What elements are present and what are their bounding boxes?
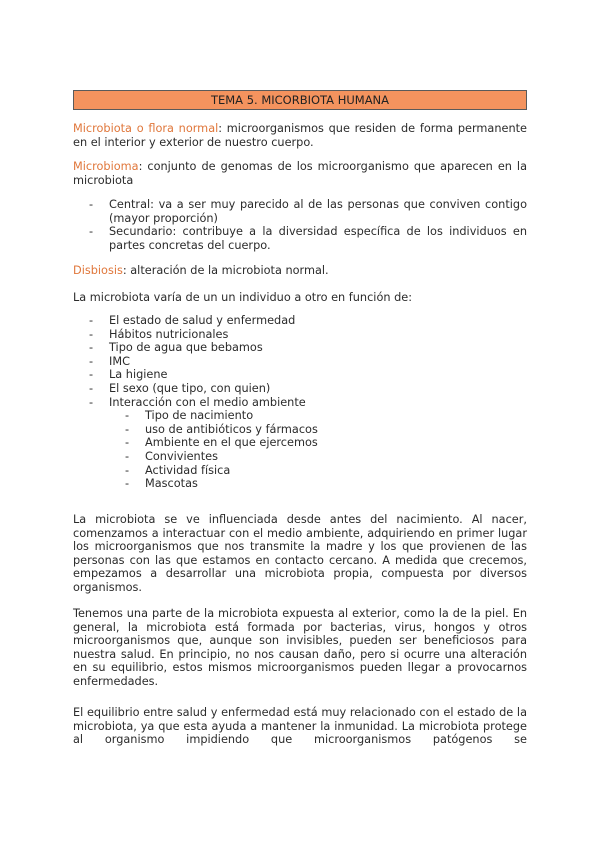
paragraph-exposure: Tenemos una parte de la microbiota expuesta al exterior, como la de la piel. En general, la microbiota está formada por bacterias, virus, hongos y otros microorganismos que, aunque son invisibles, pueden ser beneficiosos para nuestra salud. En principio, no nos causan daño, pero si ocurre una alteración en su equilibrio, estos mismos microorganismos pueden llegar a provocarnos enfermedades. — [73, 607, 527, 688]
list-item: - La higiene — [73, 368, 527, 382]
sublist-item: - Convivientes — [73, 450, 527, 464]
sublist-item: - Mascotas — [73, 477, 527, 491]
factors-list — [73, 314, 527, 491]
definition-microbiota — [73, 122, 527, 149]
term-microbioma: Microbioma — [73, 160, 139, 173]
list-item: - El sexo (que tipo, con quien) — [73, 382, 527, 396]
page-title: TEMA 5. MICORBIOTA HUMANA — [73, 90, 527, 110]
microbioma-list — [73, 198, 527, 252]
definition-microbioma-text: : conjunto de genomas de los microorganismo que aparecen en la microbiota — [73, 160, 527, 187]
sublist-item: - Ambiente en el que ejercemos — [73, 436, 527, 450]
term-microbiota: Microbiota o flora normal — [73, 122, 219, 135]
list-item: - El estado de salud y enfermedad — [73, 314, 527, 328]
sublist-item: - uso de antibióticos y fármacos — [73, 423, 527, 437]
list-item: - Tipo de agua que bebamos — [73, 341, 527, 355]
sublist-item: - Tipo de nacimiento — [73, 409, 527, 423]
environment-sublist — [109, 409, 527, 491]
list-item: - IMC — [73, 355, 527, 369]
term-disbiosis: Disbiosis — [73, 264, 123, 277]
variation-intro: La microbiota varía de un un individuo a otro en función de: — [73, 291, 413, 304]
sublist-item: - Actividad física — [73, 464, 527, 478]
list-item: - Hábitos nutricionales — [73, 328, 527, 342]
paragraph-birth: La microbiota se ve influenciada desde antes del nacimiento. Al nacer, comenzamos a interactuar con el medio ambiente, adquiriendo en primer lugar los microorganismos que nos transmite la madre y los que provienen de las personas con las que estamos en contacto cercano. A medida que crecemos, empezamos a desarrollar una microbiota propia, compuesta por diversos organismos. — [73, 513, 527, 594]
list-item-environment — [73, 396, 527, 491]
list-item: - Central: va a ser muy parecido al de las personas que conviven contigo (mayor proporción) — [73, 198, 527, 225]
definition-microbioma — [73, 160, 527, 187]
list-item: - Secundario: contribuye a la diversidad específica de los individuos en partes concretas del cuerpo. — [73, 225, 527, 252]
definition-disbiosis-text: : alteración de la microbiota normal. — [122, 264, 329, 277]
paragraph-balance: El equilibrio entre salud y enfermedad está muy relacionado con el estado de la microbiota, ya que esta ayuda a mantener la inmunidad. La microbiota protege al organismo impidiendo que microorganismos patógenos se — [73, 706, 527, 747]
definition-microbiota-text: : microorganismos que residen de forma permanente en el interior y exterior de nuestro cuerpo. — [73, 122, 527, 149]
list-item-label: Interacción con el medio ambiente — [109, 395, 306, 409]
definition-disbiosis — [73, 264, 527, 278]
